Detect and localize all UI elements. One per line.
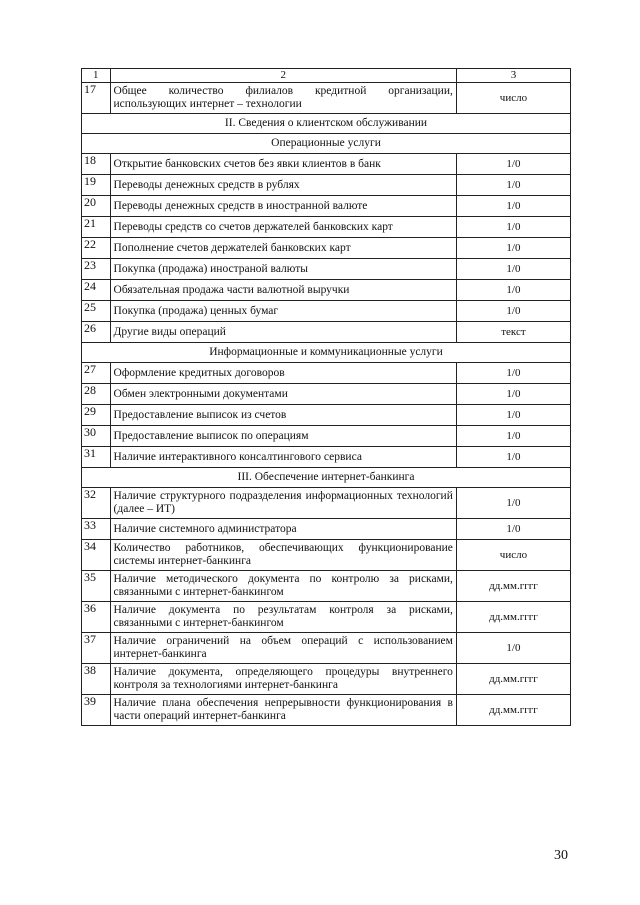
table-row <box>82 405 571 426</box>
row-value-format: 1/0 <box>456 633 570 664</box>
row-value-format: 1/0 <box>456 488 570 519</box>
section-heading: III. Обеспечение интернет-банкинга <box>82 468 571 488</box>
row-value-format: 1/0 <box>456 217 570 238</box>
row-description: Наличие плана обеспечения непрерывности функционирования в части операций интернет-банкинга <box>110 695 456 726</box>
row-number: 36 <box>82 602 111 633</box>
column-header-number: 1 <box>82 69 111 83</box>
row-number: 25 <box>82 301 111 322</box>
row-value-format: 1/0 <box>456 405 570 426</box>
row-value-format: 1/0 <box>456 363 570 384</box>
table-body <box>82 69 571 726</box>
row-value-format: дд.мм.гггг <box>456 571 570 602</box>
row-value-format: число <box>456 540 570 571</box>
table-row <box>82 301 571 322</box>
section-heading-row <box>82 114 571 134</box>
table-header-row <box>82 69 571 83</box>
table-row <box>82 447 571 468</box>
section-heading: Информационные и коммуникационные услуги <box>82 343 571 363</box>
row-value-format: 1/0 <box>456 175 570 196</box>
row-number: 37 <box>82 633 111 664</box>
row-value-format: число <box>456 83 570 114</box>
row-value-format: дд.мм.гггг <box>456 664 570 695</box>
row-number: 17 <box>82 83 111 114</box>
row-number: 28 <box>82 384 111 405</box>
row-description: Переводы средств со счетов держателей банковских карт <box>110 217 456 238</box>
row-description: Покупка (продажа) иностраной валюты <box>110 259 456 280</box>
row-description: Другие виды операций <box>110 322 456 343</box>
table-row <box>82 488 571 519</box>
table-row <box>82 280 571 301</box>
row-number: 18 <box>82 154 111 175</box>
column-header-description: 2 <box>110 69 456 83</box>
row-description: Наличие системного администратора <box>110 519 456 540</box>
page-number: 30 <box>554 848 568 863</box>
table-row <box>82 664 571 695</box>
row-value-format: 1/0 <box>456 196 570 217</box>
row-value-format: 1/0 <box>456 447 570 468</box>
row-description: Наличие документа по результатам контроля за рисками, связанными с интернет-банкингом <box>110 602 456 633</box>
row-number: 22 <box>82 238 111 259</box>
column-header-value: 3 <box>456 69 570 83</box>
section-heading-row <box>82 468 571 488</box>
row-number: 39 <box>82 695 111 726</box>
row-number: 34 <box>82 540 111 571</box>
row-description: Пополнение счетов держателей банковских карт <box>110 238 456 259</box>
section-heading-row <box>82 134 571 154</box>
row-number: 23 <box>82 259 111 280</box>
table-row <box>82 154 571 175</box>
section-heading-row <box>82 343 571 363</box>
table-row <box>82 363 571 384</box>
row-number: 35 <box>82 571 111 602</box>
row-value-format: 1/0 <box>456 238 570 259</box>
row-description: Переводы денежных средств в рублях <box>110 175 456 196</box>
table-row <box>82 540 571 571</box>
row-number: 20 <box>82 196 111 217</box>
row-value-format: дд.мм.гггг <box>456 602 570 633</box>
row-value-format: 1/0 <box>456 519 570 540</box>
row-value-format: 1/0 <box>456 384 570 405</box>
row-number: 19 <box>82 175 111 196</box>
table-row <box>82 384 571 405</box>
row-number: 27 <box>82 363 111 384</box>
row-description: Наличие документа, определяющего процедуры внутреннего контроля за технологиями интернет-банкинга <box>110 664 456 695</box>
table-row <box>82 83 571 114</box>
row-description: Обмен электронными документами <box>110 384 456 405</box>
row-number: 29 <box>82 405 111 426</box>
row-number: 26 <box>82 322 111 343</box>
section-heading: II. Сведения о клиентском обслуживании <box>82 114 571 134</box>
row-value-format: 1/0 <box>456 426 570 447</box>
row-number: 31 <box>82 447 111 468</box>
table-row <box>82 633 571 664</box>
table-row <box>82 519 571 540</box>
row-value-format: 1/0 <box>456 280 570 301</box>
row-description: Переводы денежных средств в иностранной валюте <box>110 196 456 217</box>
table-row <box>82 322 571 343</box>
row-description: Обязательная продажа части валютной выручки <box>110 280 456 301</box>
table-row <box>82 426 571 447</box>
table-row <box>82 602 571 633</box>
row-number: 33 <box>82 519 111 540</box>
data-table <box>81 68 571 726</box>
row-number: 30 <box>82 426 111 447</box>
row-description: Наличие методического документа по контролю за рисками, связанными с интернет-банкингом <box>110 571 456 602</box>
row-description: Оформление кредитных договоров <box>110 363 456 384</box>
row-description: Количество работников, обеспечивающих функционирование системы интернет-банкинга <box>110 540 456 571</box>
row-number: 21 <box>82 217 111 238</box>
row-value-format: дд.мм.гггг <box>456 695 570 726</box>
row-description: Открытие банковских счетов без явки клиентов в банк <box>110 154 456 175</box>
table-row <box>82 175 571 196</box>
row-description: Наличие интерактивного консалтингового сервиса <box>110 447 456 468</box>
table-row <box>82 571 571 602</box>
row-description: Предоставление выписок из счетов <box>110 405 456 426</box>
row-value-format: 1/0 <box>456 259 570 280</box>
row-number: 24 <box>82 280 111 301</box>
row-description: Предоставление выписок по операциям <box>110 426 456 447</box>
row-number: 32 <box>82 488 111 519</box>
table-row <box>82 196 571 217</box>
row-description: Наличие ограничений на объем операций с использованием интернет-банкинга <box>110 633 456 664</box>
table-row <box>82 217 571 238</box>
row-number: 38 <box>82 664 111 695</box>
table-row <box>82 238 571 259</box>
row-value-format: текст <box>456 322 570 343</box>
table-row <box>82 259 571 280</box>
section-heading: Операционные услуги <box>82 134 571 154</box>
row-description: Покупка (продажа) ценных бумаг <box>110 301 456 322</box>
row-value-format: 1/0 <box>456 154 570 175</box>
table-row <box>82 695 571 726</box>
row-value-format: 1/0 <box>456 301 570 322</box>
row-description: Общее количество филиалов кредитной организации, использующих интернет – технологии <box>110 83 456 114</box>
row-description: Наличие структурного подразделения информационных технологий (далее – ИТ) <box>110 488 456 519</box>
